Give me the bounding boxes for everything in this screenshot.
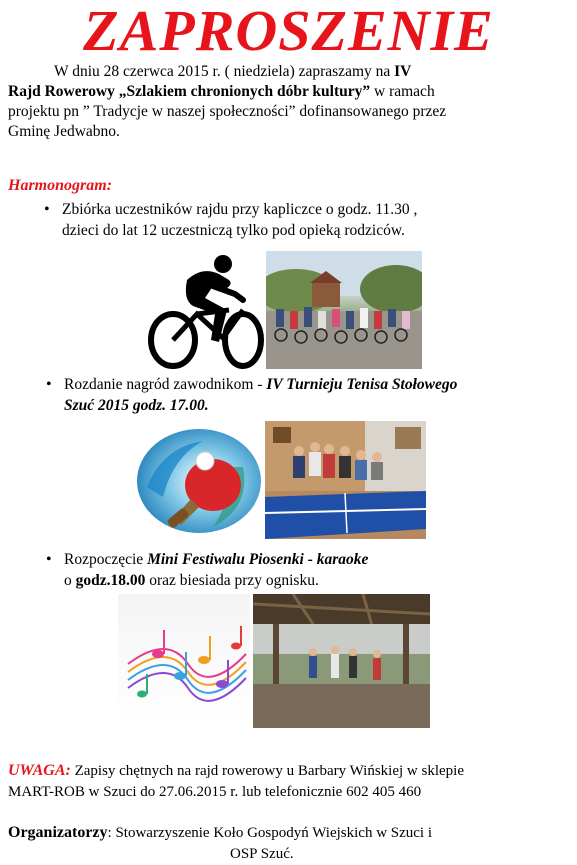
ping-pong-paddle-icon bbox=[133, 427, 263, 535]
cyclist-icon bbox=[147, 250, 265, 372]
organizers-section bbox=[8, 822, 570, 865]
intro-line4: Gminę Jedwabno. bbox=[8, 123, 120, 140]
rally-group-photo bbox=[266, 251, 422, 369]
schedule-item-text: o bbox=[64, 572, 76, 589]
notice-section bbox=[8, 760, 570, 803]
music-notes-icon bbox=[118, 594, 250, 724]
tournament-time: Szuć 2015 godz. 17.00. bbox=[64, 397, 209, 414]
bullet-icon: • bbox=[44, 201, 50, 218]
organizers-label: Organizatorzy bbox=[8, 824, 108, 841]
schedule-item-text: Zbiórka uczestników rajdu przy kapliczce o godz. 11.30 , bbox=[62, 201, 418, 218]
schedule-item-gathering bbox=[44, 199, 562, 241]
schedule-heading: Harmonogram: bbox=[8, 177, 113, 194]
page-title: ZAPROSZENIE bbox=[83, 0, 494, 63]
organizers-colon: : bbox=[107, 825, 116, 841]
schedule-item-text: Rozdanie nagród zawodnikom - bbox=[64, 376, 267, 393]
bullet-icon: • bbox=[46, 376, 52, 393]
schedule-item-festival bbox=[46, 549, 564, 591]
organizers-line1: Stowarzyszenie Koło Gospodyń Wiejskich w Szuci i bbox=[115, 825, 433, 841]
notice-text: Zapisy chętnych na rajd rowerowy u Barbary Wińskiej w sklepie bbox=[70, 763, 464, 779]
intro-line2-rest: w ramach bbox=[370, 83, 435, 100]
notice-label: UWAGA: bbox=[8, 762, 71, 779]
intro-edition: IV bbox=[394, 63, 412, 80]
table-tennis-photo bbox=[265, 421, 426, 539]
festival-time: godz.18.00 bbox=[75, 572, 146, 589]
intro-line1: W dniu 28 czerwca 2015 r. ( niedziela) zapraszamy na bbox=[54, 63, 395, 80]
tournament-name: IV Turnieju Tenisa Stołowego bbox=[266, 376, 458, 393]
rally-name: Rajd Rowerowy „Szlakiem chronionych dóbr kultury” bbox=[8, 83, 371, 100]
schedule-item-text: dzieci do lat 12 uczestniczą tylko pod opieką rodziców. bbox=[62, 222, 405, 239]
bullet-icon: • bbox=[46, 551, 52, 568]
karaoke-photo bbox=[253, 594, 430, 728]
schedule-item-awards bbox=[46, 374, 564, 416]
intro-paragraph bbox=[8, 62, 570, 142]
intro-line3: projektu pn ” Tradycje w naszej społeczności” dofinansowanego przez bbox=[8, 103, 447, 120]
schedule-item-text: Rozpoczęcie bbox=[64, 551, 148, 568]
organizers-line2: OSP Szuć. bbox=[230, 846, 294, 862]
schedule-item-text: oraz biesiada przy ognisku. bbox=[145, 572, 319, 589]
festival-name: Mini Festiwalu Piosenki - karaoke bbox=[147, 551, 369, 568]
notice-text: MART-ROB w Szuci do 27.06.2015 r. lub telefonicznie 602 405 460 bbox=[8, 784, 422, 800]
